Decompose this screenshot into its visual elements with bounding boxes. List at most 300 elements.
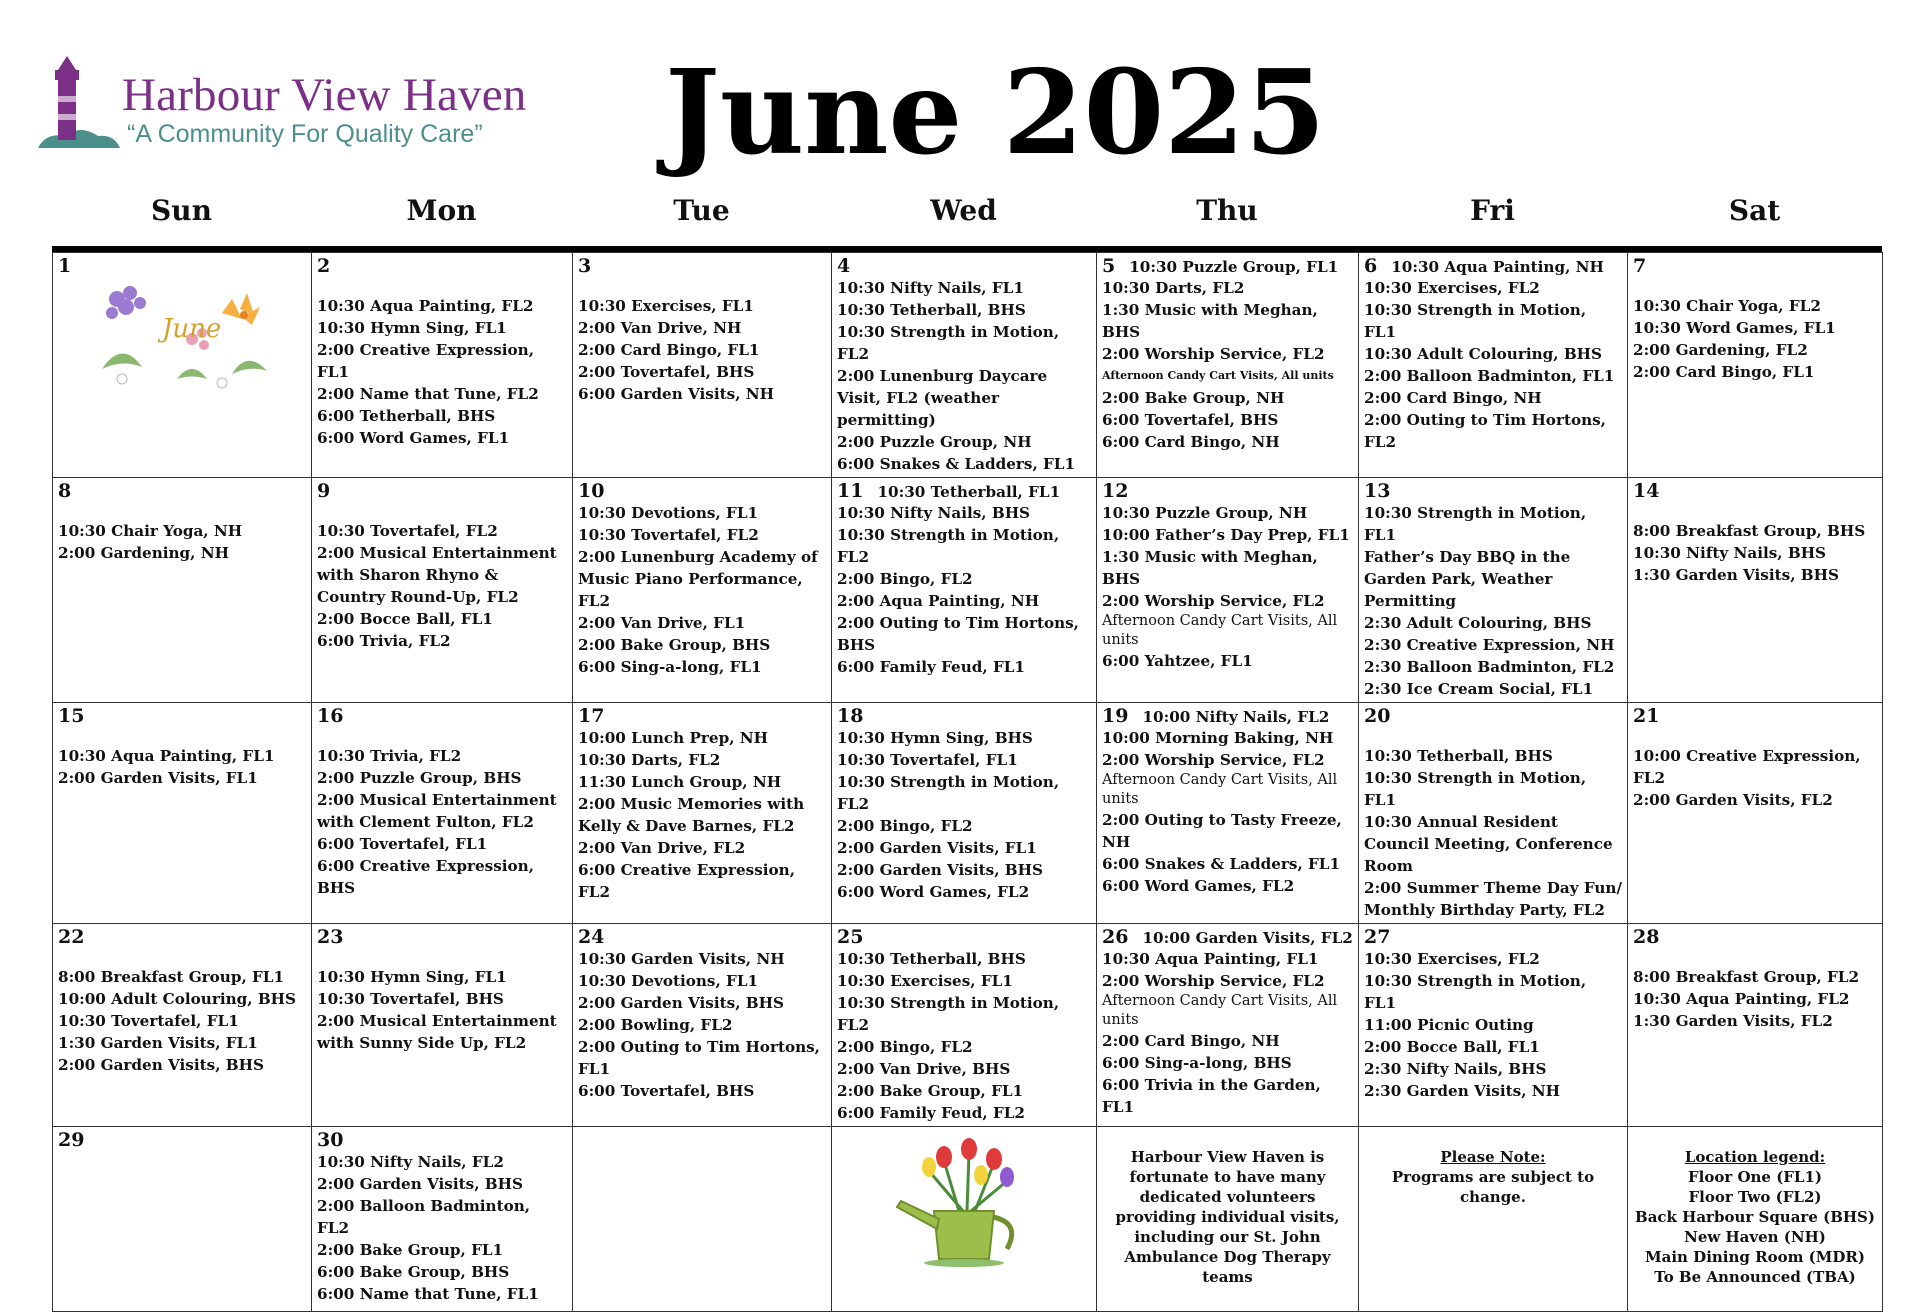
event-item: 2:00 Bingo, FL2 [837,817,973,835]
event-item: 10:30 Tovertafel, FL2 [317,522,498,540]
day-header [58,926,306,948]
day-header [317,255,567,277]
day-header [1364,480,1622,502]
event-list [58,745,306,789]
event-list [58,520,306,564]
day-header [837,926,1091,948]
day-header [1102,705,1353,727]
info-note [1633,1129,1877,1287]
event-item: 2:00 Summer Theme Day Fun/ Monthly Birthday Party, FL2 [1364,879,1622,919]
event-list [837,727,1091,903]
event-item: 6:00 Garden Visits, NH [578,385,774,403]
event-item: 2:00 Name that Tune, FL2 [317,385,539,403]
day-headline-event: 10:30 Tetherball, FL1 [877,483,1061,501]
day-number: 8 [58,480,72,502]
event-list [1633,520,1877,586]
event-list [837,948,1091,1124]
calendar-day-cell [573,478,832,703]
event-item: 2:30 Nifty Nails, BHS [1364,1060,1547,1078]
event-item: 2:00 Garden Visits, FL1 [837,839,1037,857]
event-item: 2:00 Garden Visits, BHS [837,861,1043,879]
event-item: 2:00 Worship Service, FL2 [1102,345,1325,363]
event-item: 6:00 Word Games, FL2 [837,883,1030,901]
event-item: 10:30 Nifty Nails, FL1 [837,279,1024,297]
day-number: 5 [1102,255,1116,277]
event-item: 2:00 Musical Entertainment with Sharon Rhyno & Country Round-Up, FL2 [317,544,557,606]
day-spacer [317,948,567,966]
note-line: To Be Announced (TBA) [1654,1268,1856,1286]
day-header [578,705,826,727]
day-spacer [58,948,306,966]
day-spacer [317,727,567,745]
event-item: Afternoon Candy Cart Visits, All units [1102,993,1338,1028]
event-item: 2:00 Puzzle Group, BHS [317,769,522,787]
event-item: 2:00 Worship Service, FL2 [1102,751,1325,769]
event-item: 10:30 Hymn Sing, FL1 [317,319,507,337]
event-item: 6:00 Creative Expression, FL2 [578,861,795,901]
brand-name: Harbour View Haven [122,69,527,121]
calendar-day-cell [1628,703,1883,924]
day-headline-event: 10:00 Nifty Nails, FL2 [1142,708,1330,726]
event-item: 1:30 Garden Visits, FL2 [1633,1012,1833,1030]
event-item: 10:30 Puzzle Group, NH [1102,504,1308,522]
day-header [1102,926,1353,948]
event-item: 2:30 Garden Visits, NH [1364,1082,1560,1100]
info-note [1102,1129,1353,1287]
calendar-week-row [53,1127,1883,1312]
event-item: 10:30 Tovertafel, BHS [317,990,504,1008]
day-header [837,480,1091,502]
calendar-day-cell [573,703,832,924]
event-item: 10:30 Exercises, FL1 [578,297,754,315]
weekday-label: Sun [151,194,212,227]
day-number: 18 [837,705,864,727]
calendar-day-cell [53,478,312,703]
event-item: 2:00 Garden Visits, FL1 [58,769,258,787]
calendar-day-cell [1628,924,1883,1127]
calendar-title: June 2025 [665,45,1326,181]
day-number: 3 [578,255,592,277]
day-header [578,480,826,502]
event-item: 2:00 Lunenburg Daycare Visit, FL2 (weather permitting) [837,367,1048,429]
event-item: 2:00 Card Bingo, NH [1102,1032,1280,1050]
event-item: 10:30 Aqua Painting, FL2 [1633,990,1850,1008]
calendar-day-cell [312,1127,573,1312]
calendar-day-cell [573,924,832,1127]
weekday-label: Wed [930,194,997,227]
event-item: 10:30 Hymn Sing, BHS [837,729,1033,747]
weekday-label: Fri [1470,194,1515,227]
event-item: 10:30 Exercises, FL2 [1364,950,1540,968]
event-item: 2:00 Balloon Badminton, FL1 [1364,367,1615,385]
event-item: 10:30 Strength in Motion, FL1 [1364,504,1587,544]
day-spacer [1364,727,1622,745]
event-item: 6:00 Word Games, FL2 [1102,877,1295,895]
day-headline-event: 10:30 Aqua Painting, NH [1391,258,1604,276]
calendar-day-cell [573,253,832,478]
event-item: 2:00 Bocce Ball, FL1 [1364,1038,1540,1056]
event-item: 2:00 Aqua Painting, NH [837,592,1040,610]
day-header [317,705,567,727]
calendar-day-cell [1359,703,1628,924]
day-header [837,255,1091,277]
event-item: 6:00 Sing-a-long, FL1 [578,658,762,676]
day-number: 28 [1633,926,1660,948]
event-item: 2:00 Worship Service, FL2 [1102,972,1325,990]
calendar-day-cell [1359,924,1628,1127]
day-spacer [317,277,567,295]
day-header [578,926,826,948]
day-header [1364,255,1622,277]
day-number: 30 [317,1129,344,1151]
event-item: 10:30 Darts, FL2 [578,751,721,769]
event-item: 10:30 Annual Resident Council Meeting, Conference Room [1364,813,1613,875]
calendar-grid [52,252,1883,1312]
calendar-day-cell [312,478,573,703]
day-spacer [1633,727,1877,745]
weekday-label: Sat [1728,194,1781,227]
day-number: 10 [578,480,605,502]
note-line: Floor Two (FL2) [1688,1188,1822,1206]
day-number: 26 [1102,926,1129,948]
event-item: 6:00 Tetherball, BHS [317,407,496,425]
event-list [317,966,567,1054]
calendar-day-cell [1097,703,1359,924]
event-item: 2:00 Gardening, FL2 [1633,341,1808,359]
day-number: 25 [837,926,864,948]
event-item: 10:30 Tetherball, BHS [837,301,1026,319]
note-line: Programs are subject to change. [1391,1168,1595,1206]
event-item: 1:30 Garden Visits, BHS [1633,566,1839,584]
day-number: 16 [317,705,344,727]
day-number: 22 [58,926,85,948]
event-item: 2:00 Bake Group, FL1 [317,1241,504,1259]
event-item: 2:00 Van Drive, NH [578,319,742,337]
event-item: 6:00 Yahtzee, FL1 [1102,652,1253,670]
event-item: 2:00 Gardening, NH [58,544,229,562]
event-item: 2:00 Bake Group, BHS [578,636,771,654]
calendar-day-cell [832,703,1097,924]
event-item: 10:00 Creative Expression, FL2 [1633,747,1861,787]
event-item: 10:30 Tetherball, BHS [1364,747,1553,765]
event-list [1364,948,1622,1102]
weekday-label: Mon [406,194,477,227]
event-item: 1:30 Music with Meghan, BHS [1102,301,1318,341]
event-list [578,948,826,1102]
day-number: 4 [837,255,851,277]
event-item: 10:30 Darts, FL2 [1102,279,1245,297]
event-item: 6:00 Tovertafel, BHS [1102,411,1279,429]
day-number: 12 [1102,480,1129,502]
event-item: 10:30 Tovertafel, FL1 [58,1012,239,1030]
event-item: 10:30 Tovertafel, FL1 [837,751,1018,769]
event-item: 6:00 Tovertafel, FL1 [317,835,488,853]
watering-can-tulips [889,1131,1039,1271]
note-heading: Please Note: [1440,1148,1546,1166]
calendar-day-cell [832,478,1097,703]
day-spacer [578,277,826,295]
day-number: 9 [317,480,331,502]
event-item: 10:30 Strength in Motion, FL2 [837,526,1060,566]
event-item: 10:30 Aqua Painting, FL2 [317,297,534,315]
day-spacer [1633,948,1877,966]
day-headline-event: 10:30 Puzzle Group, FL1 [1129,258,1339,276]
calendar-day-cell [1097,253,1359,478]
event-item: 10:30 Word Games, FL1 [1633,319,1836,337]
day-header [58,1129,306,1151]
calendar-day-cell [1359,253,1628,478]
day-header [1102,480,1353,502]
event-item: 10:30 Aqua Painting, FL1 [58,747,275,765]
day-spacer [1633,277,1877,295]
calendar-day-cell [832,253,1097,478]
day-header [317,926,567,948]
calendar-day-cell [1097,924,1359,1127]
event-item: 10:30 Devotions, FL1 [578,504,759,522]
calendar-day-cell [312,253,573,478]
event-item: 10:30 Tetherball, BHS [837,950,1026,968]
event-item: 2:00 Van Drive, FL2 [578,839,746,857]
calendar-day-cell [1628,253,1883,478]
event-item: 2:00 Musical Entertainment with Sunny Side Up, FL2 [317,1012,557,1052]
event-list [58,966,306,1076]
note-line: New Haven (NH) [1684,1228,1826,1246]
note-line: Main Dining Room (MDR) [1645,1248,1865,1266]
event-item: 2:00 Garden Visits, BHS [317,1175,523,1193]
event-item: 2:00 Bake Group, FL1 [837,1082,1024,1100]
event-list [578,727,826,903]
day-number: 15 [58,705,85,727]
event-list [1364,745,1622,921]
event-item: 10:30 Trivia, FL2 [317,747,462,765]
day-header [1364,926,1622,948]
event-item: 8:00 Breakfast Group, BHS [1633,522,1866,540]
event-item: 6:00 Creative Expression, BHS [317,857,534,897]
day-header [317,1129,567,1151]
event-item: 2:00 Outing to Tim Hortons, FL2 [1364,411,1606,451]
event-list [1633,745,1877,811]
event-item: 8:00 Breakfast Group, FL2 [1633,968,1860,986]
event-item: 10:00 Father’s Day Prep, FL1 [1102,526,1350,544]
calendar-week-row [53,703,1883,924]
event-item: 2:30 Adult Colouring, BHS [1364,614,1592,632]
event-item: 2:00 Bocce Ball, FL1 [317,610,493,628]
event-item: 10:30 Aqua Painting, FL1 [1102,950,1319,968]
info-note [1364,1129,1622,1207]
calendar-day-cell [1359,1127,1628,1312]
calendar-day-cell [573,1127,832,1312]
event-item: 1:30 Music with Meghan, BHS [1102,548,1318,588]
day-header [578,255,826,277]
event-item: 8:00 Breakfast Group, FL1 [58,968,285,986]
event-item: 2:00 Bingo, FL2 [837,570,973,588]
svg-text:June: June [162,314,222,344]
note-heading: Location legend: [1684,1148,1826,1166]
day-number: 27 [1364,926,1391,948]
event-item: 2:30 Ice Cream Social, FL1 [1364,680,1594,698]
event-item: 2:00 Outing to Tasty Freeze, NH [1102,811,1342,851]
event-item: 10:30 Garden Visits, NH [578,950,785,968]
event-item: 10:00 Adult Colouring, BHS [58,990,297,1008]
event-item: 2:00 Garden Visits, BHS [578,994,784,1012]
day-header [1633,255,1877,277]
event-item: Afternoon Candy Cart Visits, All units [1102,772,1338,807]
event-item: 6:00 Family Feud, FL2 [837,1104,1025,1122]
day-header [58,255,306,277]
day-header [58,480,306,502]
day-header [1633,705,1877,727]
event-item: 2:00 Bake Group, NH [1102,389,1285,407]
event-list [578,502,826,678]
event-list [1633,295,1877,383]
note-line: Floor One (FL1) [1687,1168,1823,1186]
calendar-week-row [53,253,1883,478]
day-number: 13 [1364,480,1391,502]
day-number: 17 [578,705,605,727]
day-header [1633,480,1877,502]
calendar-day-cell [312,924,573,1127]
weekday-label: Tue [673,194,730,227]
day-number: 2 [317,255,331,277]
event-item: 10:30 Strength in Motion, FL2 [837,323,1060,363]
event-list [317,295,567,449]
event-list [1364,502,1622,700]
event-item: 2:30 Balloon Badminton, FL2 [1364,658,1615,676]
event-item: 6:00 Trivia, FL2 [317,632,451,650]
lighthouse-icon [28,52,128,172]
event-item: 6:00 Trivia in the Garden, FL1 [1102,1076,1321,1116]
event-item: 10:30 Chair Yoga, NH [58,522,243,540]
event-item: 10:30 Nifty Nails, BHS [837,504,1031,522]
calendar-day-cell [1097,478,1359,703]
event-item: 6:00 Word Games, FL1 [317,429,510,447]
day-number: 11 [837,480,864,502]
day-headline-event: 10:00 Garden Visits, FL2 [1142,929,1353,947]
event-item: 10:30 Nifty Nails, BHS [1633,544,1827,562]
calendar-day-cell [312,703,573,924]
event-item: 2:00 Lunenburg Academy of Music Piano Performance, FL2 [578,548,818,610]
calendar-week-row [53,478,1883,703]
event-item: 10:30 Strength in Motion, FL2 [837,994,1060,1034]
day-number: 23 [317,926,344,948]
calendar-day-cell [1628,1127,1883,1312]
day-number: 7 [1633,255,1647,277]
event-item: 2:00 Card Bingo, FL1 [1633,363,1815,381]
event-item: 2:00 Puzzle Group, NH [837,433,1032,451]
event-item: 11:30 Lunch Group, NH [578,773,782,791]
event-item: 2:00 Tovertafel, BHS [578,363,755,381]
event-item: 10:30 Tovertafel, FL2 [578,526,759,544]
event-item: 2:00 Worship Service, FL2 [1102,592,1325,610]
day-spacer [317,502,567,520]
day-spacer [58,727,306,745]
day-number: 14 [1633,480,1660,502]
calendar-week-row [53,924,1883,1127]
calendar-day-cell [1359,478,1628,703]
event-item: 10:30 Strength in Motion, FL1 [1364,769,1587,809]
event-item: 1:30 Garden Visits, FL1 [58,1034,258,1052]
day-header [1364,705,1622,727]
calendar-day-cell [53,1127,312,1312]
event-item: 10:30 Exercises, FL2 [1364,279,1540,297]
event-item: 2:00 Card Bingo, FL1 [578,341,760,359]
event-item: 2:00 Outing to Tim Hortons, FL1 [578,1038,820,1078]
day-header [1102,255,1353,277]
day-number: 6 [1364,255,1378,277]
day-number: 1 [58,255,72,277]
june-flowers-illustration [82,279,282,391]
event-item: Afternoon Candy Cart Visits, All units [1102,613,1338,648]
brand-logo [28,52,548,172]
calendar-day-cell [832,924,1097,1127]
event-list [1102,727,1353,897]
event-item: 10:00 Morning Baking, NH [1102,729,1334,747]
event-item: 2:00 Garden Visits, BHS [58,1056,264,1074]
day-header [837,705,1091,727]
event-item: 2:00 Creative Expression, FL1 [317,341,534,381]
event-item: 2:00 Garden Visits, FL2 [1633,791,1833,809]
day-number: 19 [1102,705,1129,727]
calendar-day-cell [53,703,312,924]
event-item: 2:00 Bowling, FL2 [578,1016,733,1034]
event-list [317,1151,567,1305]
weekday-header [52,194,1882,234]
event-item: 11:00 Picnic Outing [1364,1016,1534,1034]
event-list [1633,966,1877,1032]
event-item: 2:00 Van Drive, BHS [837,1060,1011,1078]
weekday-label: Thu [1196,194,1258,227]
event-item: 2:00 Card Bingo, NH [1364,389,1542,407]
event-list [1102,948,1353,1118]
event-item: 2:30 Creative Expression, NH [1364,636,1615,654]
event-list [1102,277,1353,453]
event-item: 6:00 Family Feud, FL1 [837,658,1025,676]
day-number: 24 [578,926,605,948]
event-item: 10:30 Hymn Sing, FL1 [317,968,507,986]
event-item: 2:00 Van Drive, FL1 [578,614,746,632]
event-item: 10:30 Strength in Motion, FL2 [837,773,1060,813]
event-item: 2:00 Balloon Badminton, FL2 [317,1197,531,1237]
event-list [317,745,567,899]
event-item: 6:00 Bake Group, BHS [317,1263,510,1281]
event-item: 2:00 Bingo, FL2 [837,1038,973,1056]
day-header [58,705,306,727]
event-item: 6:00 Sing-a-long, BHS [1102,1054,1292,1072]
day-number: 29 [58,1129,85,1151]
brand-tagline: “A Community For Quality Care” [127,120,483,148]
event-item: 10:30 Chair Yoga, FL2 [1633,297,1821,315]
day-spacer [1633,502,1877,520]
day-number: 20 [1364,705,1391,727]
day-number: 21 [1633,705,1660,727]
event-list [578,295,826,405]
event-item: 2:00 Music Memories with Kelly & Dave Barnes, FL2 [578,795,805,835]
event-item: 10:30 Adult Colouring, BHS [1364,345,1603,363]
calendar-day-cell [53,924,312,1127]
event-item: Afternoon Candy Cart Visits, All units [1102,369,1334,382]
event-item: 10:00 Lunch Prep, NH [578,729,769,747]
event-item: 2:00 Musical Entertainment with Clement Fulton, FL2 [317,791,557,831]
event-item: 10:30 Devotions, FL1 [578,972,759,990]
calendar-day-cell [1628,478,1883,703]
calendar-day-cell [832,1127,1097,1312]
event-item: 10:30 Nifty Nails, FL2 [317,1153,504,1171]
event-item: 10:30 Strength in Motion, FL1 [1364,301,1587,341]
calendar-day-cell [53,253,312,478]
note-line: Harbour View Haven is fortunate to have many dedicated volunteers providing individual visits, including our St. John Ambulance Dog Therapy teams [1115,1148,1340,1286]
event-item: 2:00 Outing to Tim Hortons, BHS [837,614,1079,654]
event-item: 6:00 Snakes & Ladders, FL1 [1102,855,1341,873]
